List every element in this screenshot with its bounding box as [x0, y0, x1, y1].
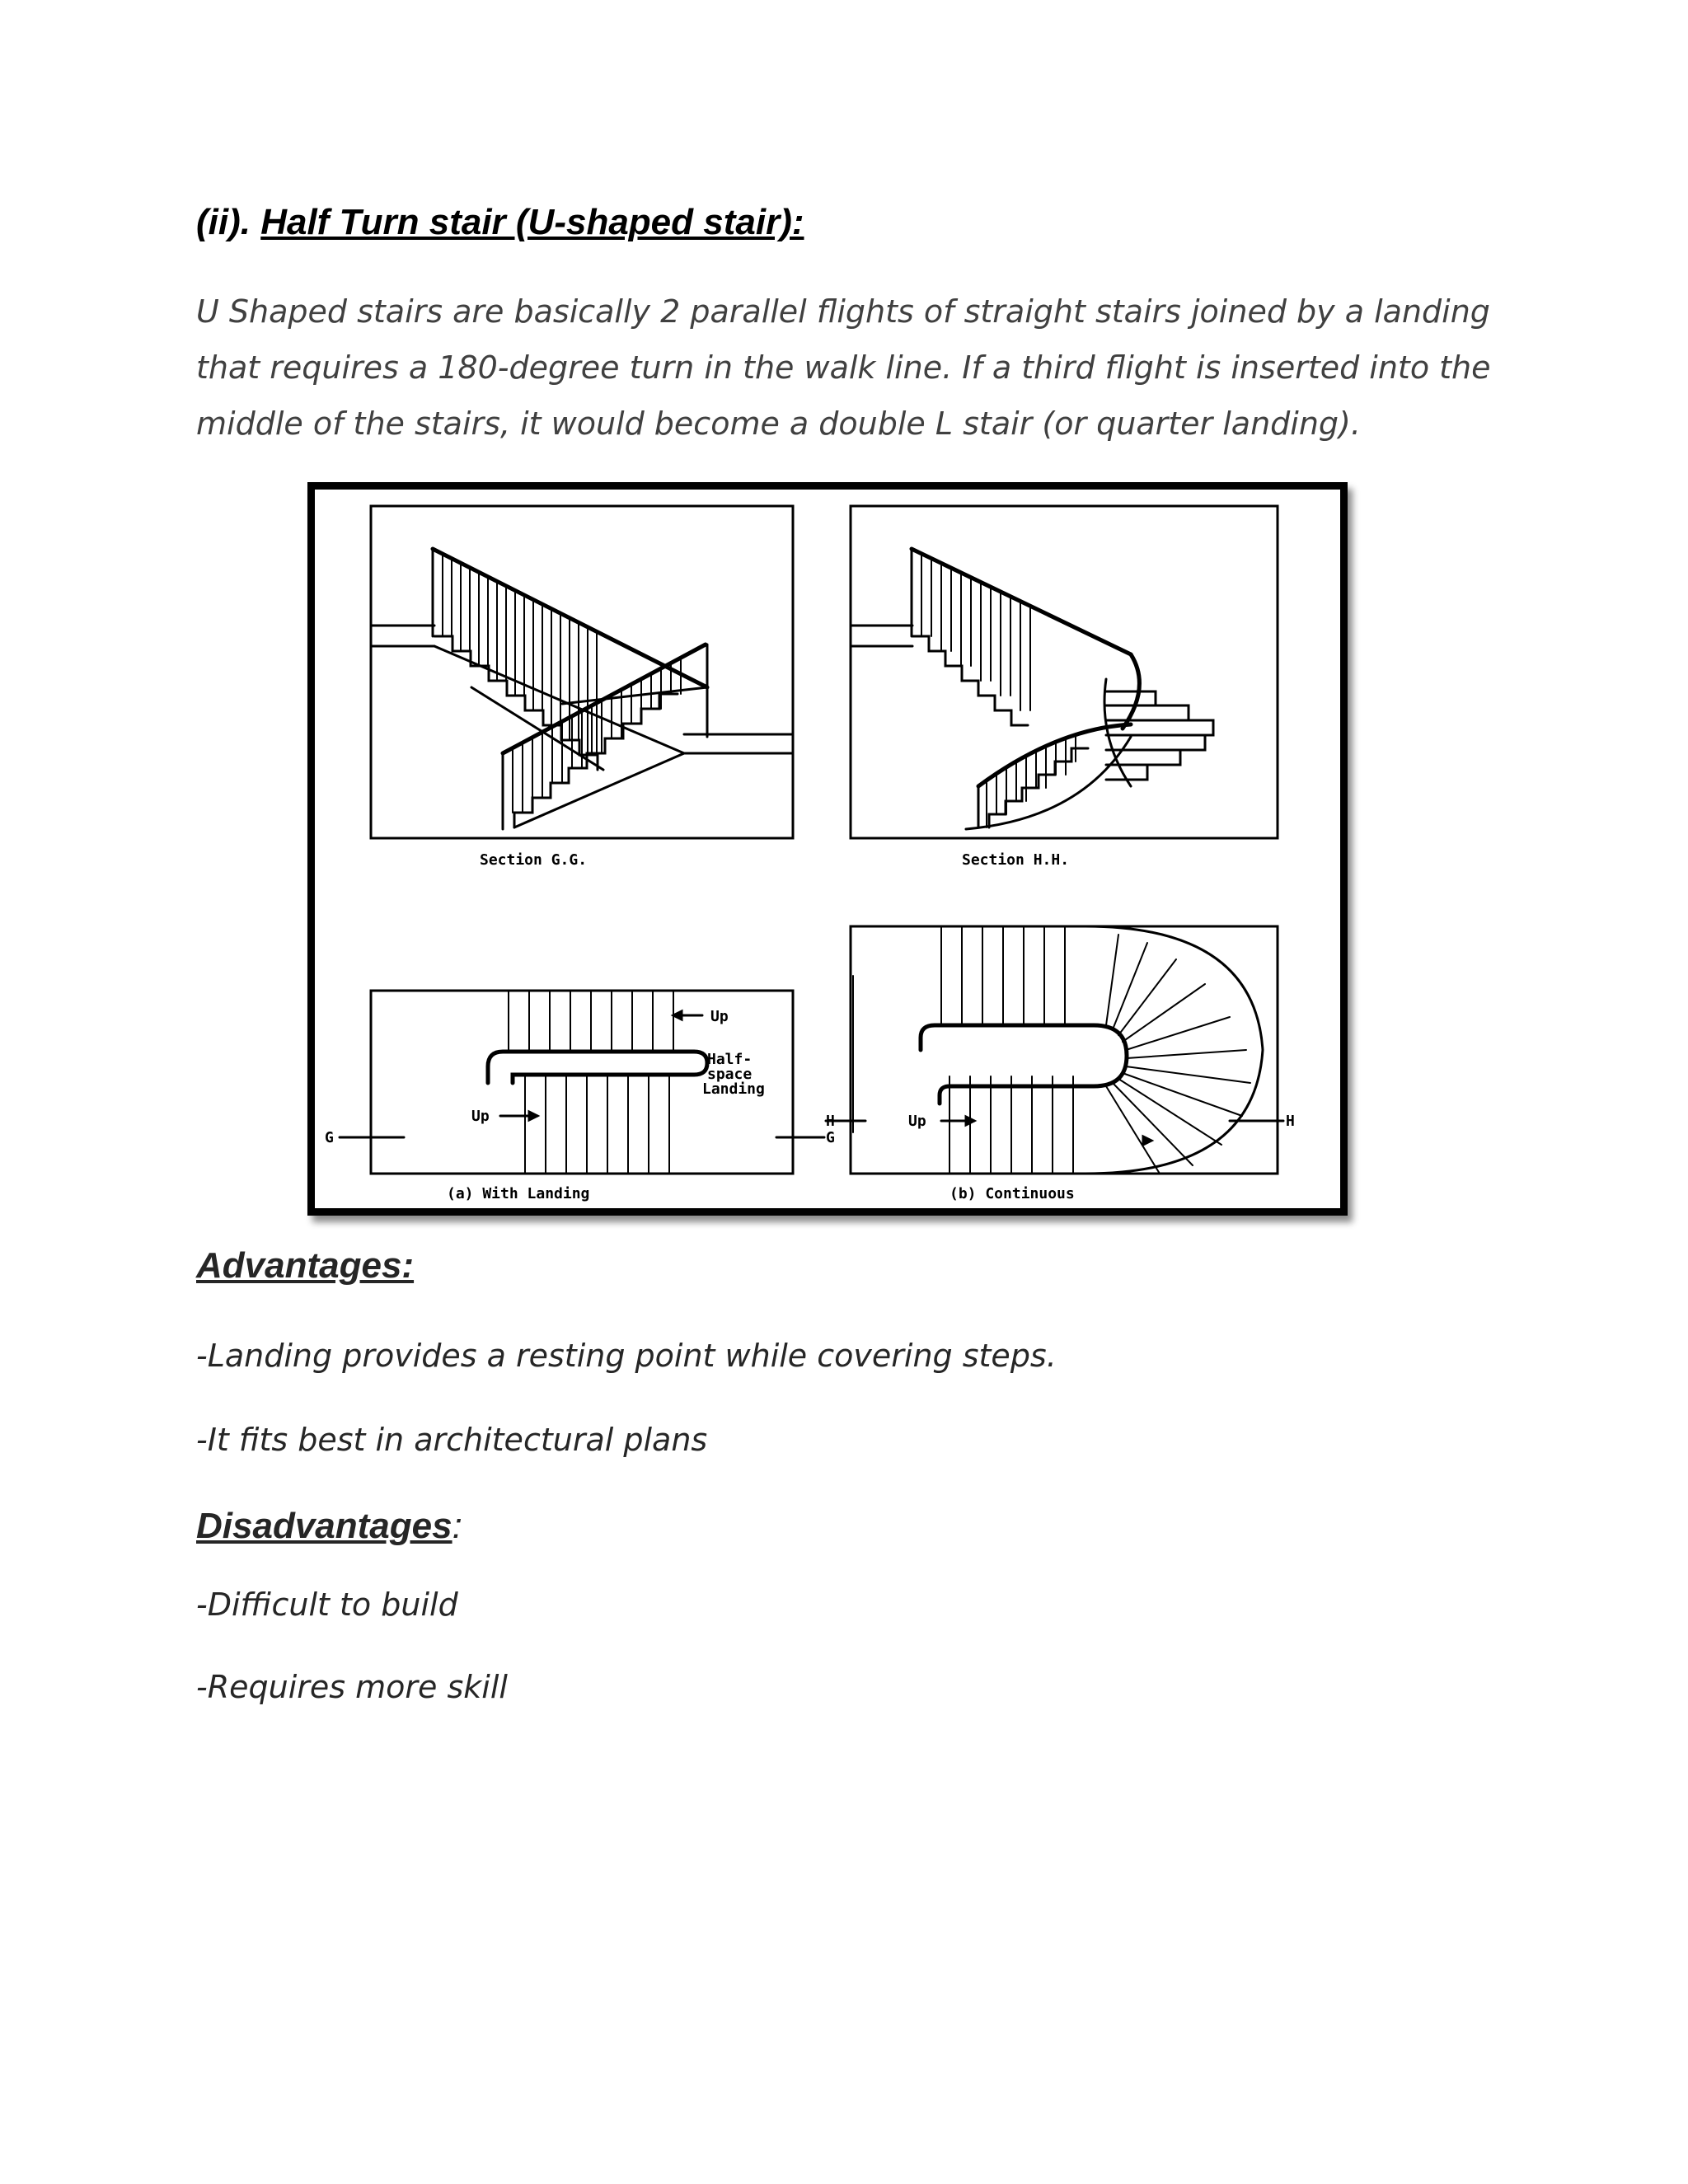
- up-label-continuous: Up: [908, 1113, 926, 1130]
- disadvantages-colon: :: [452, 1506, 462, 1546]
- section-hh-label: Section H.H.: [962, 851, 1070, 869]
- section-gg-label: Section G.G.: [480, 851, 588, 869]
- h-label-right: H: [1286, 1113, 1295, 1130]
- section-gg-frame: [371, 506, 793, 838]
- stair-diagram: [315, 490, 1340, 1208]
- advantages-title: Advantages:: [196, 1245, 415, 1286]
- heading-title: Half Turn stair (U-shaped stair):: [260, 202, 804, 242]
- landing-label: Landing: [702, 1080, 765, 1098]
- intro-paragraph: U Shaped stairs are basically 2 parallel flights of straight stairs joined by a landing that requires a 180-degree turn in the walk line. If a third flight is inserted into the middle of the stairs, it would become a double L stair (or quarter landing).: [196, 293, 1491, 442]
- stair-diagram-figure: [307, 482, 1348, 1216]
- disadvantages-heading: [196, 1502, 462, 1551]
- disadvantage-item: -Difficult to build: [196, 1586, 458, 1623]
- up-label-top: Up: [710, 1008, 729, 1025]
- advantage-item: -Landing provides a resting point while covering steps.: [196, 1338, 1057, 1374]
- section-heading: [196, 198, 804, 247]
- disadvantage-item: -Requires more skill: [196, 1669, 508, 1705]
- caption-continuous: (b) Continuous: [950, 1185, 1075, 1202]
- up-label-bottom: Up: [471, 1108, 490, 1125]
- section-hh-frame: [851, 506, 1278, 838]
- space-label: space: [707, 1066, 753, 1083]
- g-label-left: G: [325, 1129, 334, 1146]
- h-label-left: H: [826, 1113, 835, 1130]
- heading-prefix: (ii).: [196, 202, 261, 242]
- advantage-item: -It fits best in architectural plans: [196, 1422, 708, 1458]
- caption-with-landing: (a) With Landing: [447, 1185, 590, 1202]
- half-label: Half-: [707, 1051, 753, 1068]
- advantages-heading: [196, 1241, 414, 1291]
- g-label-right: G: [826, 1129, 835, 1146]
- disadvantages-title: Disadvantages: [196, 1506, 452, 1546]
